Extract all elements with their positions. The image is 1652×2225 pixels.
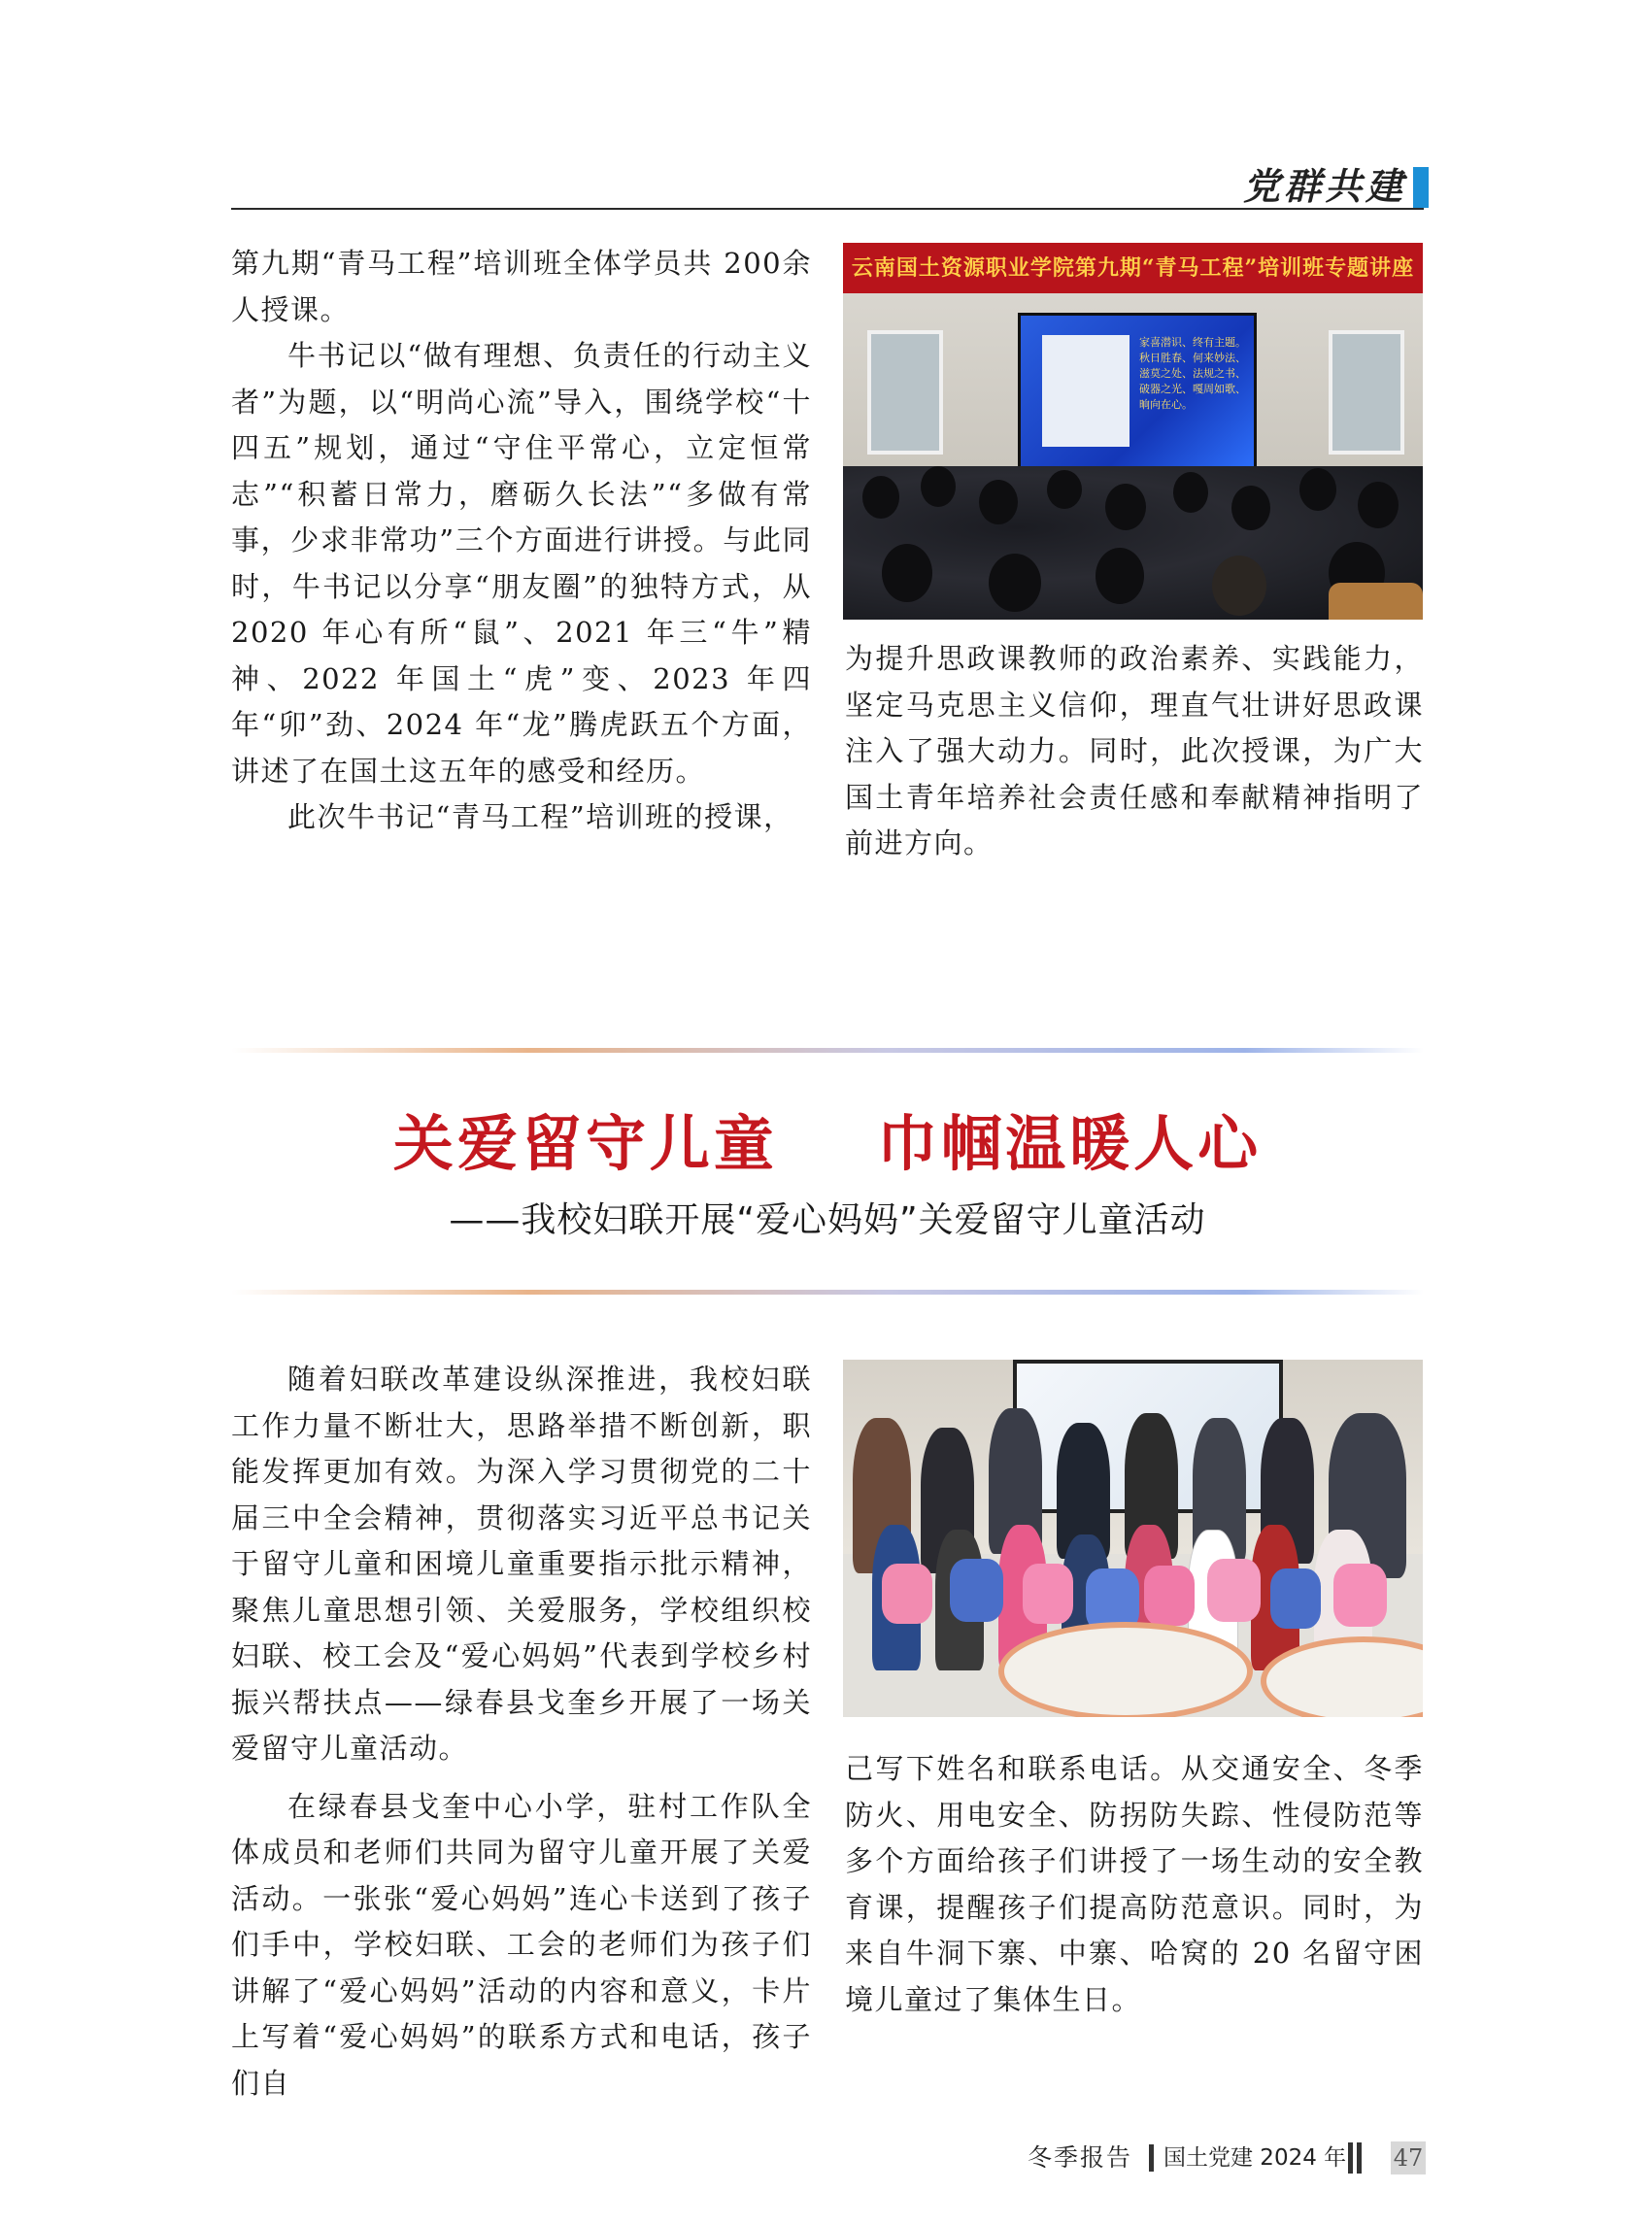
article1-left-column [231,241,812,841]
page-number: 47 [1393,2144,1424,2172]
footer-bars-icon [1348,2142,1362,2174]
footer-publication: 国土党建 2024 年 [1163,2145,1347,2171]
paragraph: 第九期“青马工程”培训班全体学员共 200余人授课。 [231,247,812,326]
photo-window [1329,330,1404,455]
title-rule-bottom [231,1290,1424,1295]
slide-text: 家喜潜识、终有主题。秋日胜春、何来妙法、滋莫之处、法规之书、破器之光、嘎周如歌、晌向在心。 [1139,336,1246,411]
title-rule-top [231,1048,1424,1053]
footer-report-title: 冬季报告 [1028,2143,1133,2172]
photo-banner: 云南国土资源职业学院第九期“青马工程”培训班专题讲座 [843,243,1423,293]
section-tag-bar [1413,167,1429,208]
paragraph: 己写下姓名和联系电话。从交通安全、冬季防火、用电安全、防拐防失踪、性侵防范等多个方面给孩子们讲授了一场生动的安全教育课，提醒孩子们提高防范意识。同时，为来自牛洞下寨、中寨、哈窝的 20 名留守困境儿童过了集体生日。 [845,1752,1424,2016]
article-subtitle: ——我校妇联开展“爱心妈妈”关爱留守儿童活动 [449,1200,1206,1240]
article-title: 关爱留守儿童 巾帼温暖人心 [392,1108,1263,1179]
paragraph: 随着妇联改革建设纵深推进，我校妇联工作力量不断壮大，思路举措不断创新，职能发挥更加有效。为深入学习贯彻党的二十届三中全会精神，贯彻落实习近平总书记关于留守儿童和困境儿童重要指示批示精神，聚焦儿童思想引领、关爱服务，学校组织校妇联、校工会及“爱心妈妈”代表到学校乡村振兴帮扶点——绿春县戈奎乡开展了一场关爱留守儿童活动。 [231,1363,812,1765]
slide-document [1042,335,1129,447]
paragraph: 在绿春县戈奎中心小学，驻村工作队全体成员和老师们共同为留守儿童开展了关爱活动。一张张“爱心妈妈”连心卡送到了孩子们手中，学校妇联、工会的老师们为孩子们讲解了“爱心妈妈”活动的内容和意义，卡片上写着“爱心妈妈”的联系方式和电话，孩子们自 [231,1789,812,2100]
paragraph: 为提升思政课教师的政治素养、实践能力，坚定马克思主义信仰，理直气壮讲好思政课注入了强大动力。同时，此次授课，为广大国土青年培养社会责任感和奉献精神指明了前进方向。 [845,642,1424,860]
audience [843,466,1423,620]
article2-left-column [231,1357,812,2107]
header-rule [231,208,1424,210]
paragraph: 牛书记以“做有理想、负责任的行动主义者”为题，以“明尚心流”导入，围绕学校“十四五”规划，通过“守住平常心，立定恒常志”“积蓄日常力，磨砺久长法”“多做有常事，少求非常功”三个方面进行讲授。与此同时，牛书记以分享“朋友圈”的独特方式，从 2020 年心有所“鼠”、2021 年三“牛”精神、2022 年国土“虎”变、2023 年四年“卯”劲、2024 年“龙”腾虎跃五个方面，讲述了在国土这五年的感受和经历。 [231,339,812,788]
footer-separator [1149,2144,1154,2172]
article2-right-column [845,1746,1424,2023]
lecture-photo [843,243,1423,620]
group-photo [843,1360,1423,1717]
photo-window [867,330,943,455]
round-table [998,1622,1253,1717]
article1-right-column [845,636,1424,867]
section-tag: 党群共建 [1242,164,1406,208]
paragraph: 此次牛书记“青马工程”培训班的授课， [287,800,793,833]
